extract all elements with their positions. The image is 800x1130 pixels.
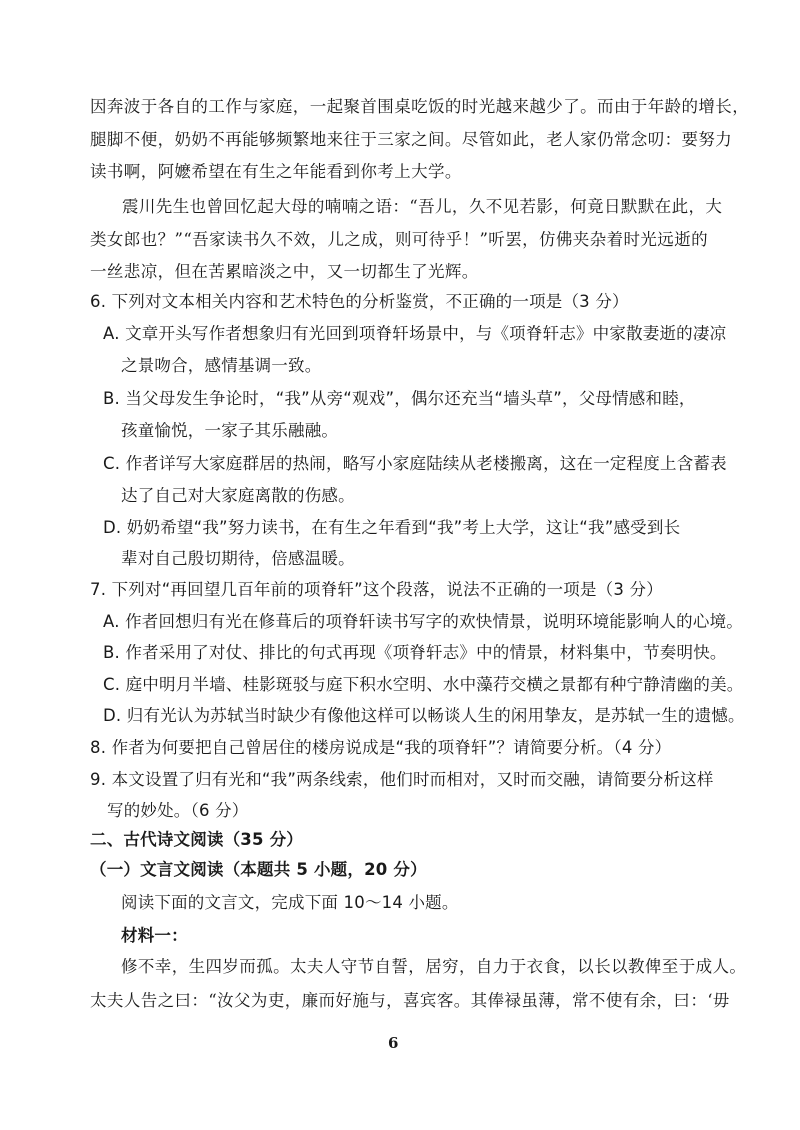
classical-text-line: 太夫人告之曰：“汝父为吏，廉而好施与，喜宾客。其俸禄虽薄，常不使有余，曰：‘毋 [90, 991, 730, 1010]
material-label: 材料一： [121, 926, 188, 945]
passage-line: 震川先生也曾回忆起大母的喃喃之语：“吾儿，久不见若影，何竟日默默在此，大 [122, 197, 723, 216]
passage-line: 腿脚不便，奶奶不再能够频繁地来往于三家之间。尽管如此，老人家仍常念叨：要努力 [90, 130, 733, 149]
subsection-heading: （一）文言文阅读（本题共 5 小题，20 分） [90, 860, 427, 879]
question-7-option-c: C. 庭中明月半墙、桂影斑驳与庭下积水空明、水中藻荇交横之景都有种宁静清幽的美。 [103, 675, 744, 694]
question-6-option-d: D. 奶奶希望“我”努力读书，在有生之年看到“我”考上大学，这让“我”感受到长 [103, 518, 681, 537]
instruction-text: 阅读下面的文言文，完成下面 10～14 小题。 [121, 893, 459, 912]
question-6-option-b: B. 当父母发生争论时，“我”从旁“观戏”，偶尔还充当“墙头草”，父母情感和睦， [103, 389, 696, 408]
question-7-stem: 7. 下列对“再回望几百年前的项脊轩”这个段落，说法不正确的一项是（3 分） [90, 580, 663, 599]
question-7-option-b: B. 作者采用了对仗、排比的句式再现《项脊轩志》中的情景，材料集中，节奏明快。 [103, 643, 727, 662]
passage-line: 类女郎也？”“吾家读书久不效，儿之成，则可待乎！”听罢，仿佛夹杂着时光远逝的 [90, 230, 709, 249]
question-6-stem: 6. 下列对文本相关内容和艺术特色的分析鉴赏，不正确的一项是（3 分） [90, 292, 629, 311]
question-6-option-c-cont: 达了自己对大家庭离散的伤感。 [121, 486, 355, 505]
question-7-option-d: D. 归有光认为苏轼当时缺少有像他这样可以畅谈人生的闲用挚友，是苏轼一生的遗憾。 [103, 706, 745, 725]
page-number: 6 [388, 1034, 399, 1052]
question-6-option-c: C. 作者详写大家庭群居的热闹，略写小家庭陆续从老楼搬离，这在一定程度上含蓄表 [103, 454, 727, 473]
question-9-stem-cont: 写的妙处。（6 分） [107, 801, 249, 820]
question-9-stem: 9. 本文设置了归有光和“我”两条线索，他们时而相对，又时而交融，请简要分析这样 [90, 770, 714, 789]
question-6-option-b-cont: 孩童愉悦，一家子其乐融融。 [121, 421, 339, 440]
question-6-option-a-cont: 之景吻合，感情基调一致。 [121, 356, 322, 375]
passage-line: 因奔波于各自的工作与家庭，一起聚首围桌吃饭的时光越来越少了。而由于年龄的增长， [90, 97, 750, 116]
classical-text-line: 修不幸，生四岁而孤。太夫人守节自誓，居穷，自力于衣食，以长以教俾至于成人。 [121, 957, 747, 976]
question-7-option-a: A. 作者回想归有光在修葺后的项脊轩读书写字的欢快情景，说明环境能影响人的心境。 [103, 612, 743, 631]
question-6-option-a: A. 文章开头写作者想象归有光回到项脊轩场景中，与《项脊轩志》中家散妻逝的凄凉 [103, 324, 727, 343]
passage-line: 一丝悲凉，但在苦累暗淡之中，又一切都生了光辉。 [90, 262, 479, 281]
passage-line: 读书啊，阿嬷希望在有生之年能看到你考上大学。 [90, 162, 462, 181]
question-6-option-d-cont: 辈对自己殷切期待，倍感温暖。 [121, 549, 355, 568]
question-8-stem: 8. 作者为何要把自己曾居住的楼房说成是“我的项脊轩”？请简要分析。（4 分） [90, 738, 672, 757]
section-heading: 二、古代诗文阅读（35 分） [90, 830, 304, 849]
